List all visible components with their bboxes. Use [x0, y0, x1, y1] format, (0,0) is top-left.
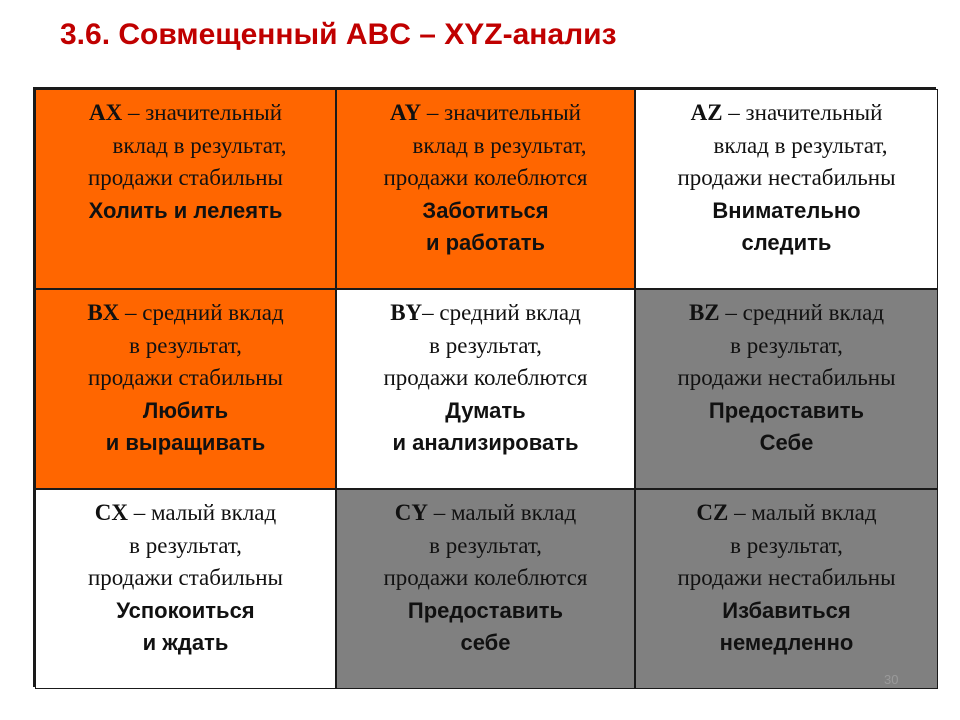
cell-line3: продажи колеблются	[383, 365, 588, 390]
cell-action: Предоставить	[708, 397, 865, 423]
cell-line2: в результат,	[730, 532, 843, 558]
cell-line1: – значительный	[722, 100, 883, 125]
cell-action: Холить и лелеять	[88, 197, 283, 223]
cell-by	[336, 289, 635, 489]
cell-action: Думать	[445, 397, 526, 423]
cell-line2: вклад в результат,	[112, 132, 287, 158]
cell-action-2: Себе	[759, 430, 814, 455]
cell-line2: вклад в результат,	[412, 132, 587, 158]
cell-action-2: себе	[460, 630, 511, 655]
cell-line1: – средний вклад	[119, 300, 284, 325]
page-number: 30	[884, 672, 899, 687]
cell-line3: продажи стабильны	[88, 565, 283, 590]
cell-line2: в результат,	[129, 532, 242, 558]
cell-action: Успокоиться	[116, 597, 255, 623]
cell-code: CZ	[696, 500, 729, 525]
cell-ay	[336, 89, 635, 289]
cell-line3: продажи колеблются	[383, 165, 588, 190]
cell-line1: – малый вклад	[728, 500, 877, 525]
cell-line3: продажи нестабильны	[677, 165, 896, 190]
cell-code: AY	[390, 100, 422, 125]
cell-action: Заботиться	[422, 197, 549, 223]
cell-code: BX	[87, 300, 120, 325]
cell-line3: продажи стабильны	[88, 165, 283, 190]
cell-code: АХ	[88, 100, 123, 125]
cell-line1: – средний вклад	[422, 300, 581, 325]
slide-title: 3.6. Совмещенный ABC – XYZ-анализ	[60, 18, 617, 51]
cell-line3: продажи нестабильны	[677, 365, 896, 390]
cell-line2: в результат,	[429, 332, 542, 358]
cell-line2: в результат,	[429, 532, 542, 558]
cell-cz	[635, 489, 938, 689]
cell-line1: – малый вклад	[428, 500, 577, 525]
cell-line1: – малый вклад	[128, 500, 277, 525]
cell-action: Любить	[142, 397, 229, 423]
cell-az	[635, 89, 938, 289]
cell-code: AZ	[690, 100, 723, 125]
cell-line3: продажи стабильны	[88, 365, 283, 390]
cell-line1: – значительный	[421, 100, 581, 125]
cell-action-2: следить	[741, 230, 832, 255]
cell-cy	[336, 489, 635, 689]
cell-line2: в результат,	[730, 332, 843, 358]
cell-cx	[35, 489, 336, 689]
cell-line1: – значительный	[122, 100, 283, 125]
cell-action-2: и анализировать	[392, 430, 579, 455]
cell-action-2: и выращивать	[105, 430, 266, 455]
cell-bz	[635, 289, 938, 489]
cell-code: BZ	[688, 300, 720, 325]
cell-code: CX	[94, 500, 128, 525]
cell-action: Внимательно	[712, 197, 861, 223]
cell-line3: продажи нестабильны	[677, 565, 896, 590]
cell-action-2: немедленно	[719, 630, 854, 655]
cell-code: CY	[394, 500, 428, 525]
cell-code: BY	[390, 300, 423, 325]
cell-bx	[35, 289, 336, 489]
cell-line2: вклад в результат,	[713, 132, 888, 158]
cell-line2: в результат,	[129, 332, 242, 358]
cell-action: Избавиться	[722, 597, 851, 623]
cell-action-2: и ждать	[142, 630, 229, 655]
cell-ax	[35, 89, 336, 289]
cell-action-2: и работать	[425, 230, 546, 255]
abc-xyz-matrix	[33, 87, 936, 687]
cell-line3: продажи колеблются	[383, 565, 588, 590]
cell-action: Предоставить	[407, 597, 564, 623]
cell-line1: – средний вклад	[719, 300, 885, 325]
